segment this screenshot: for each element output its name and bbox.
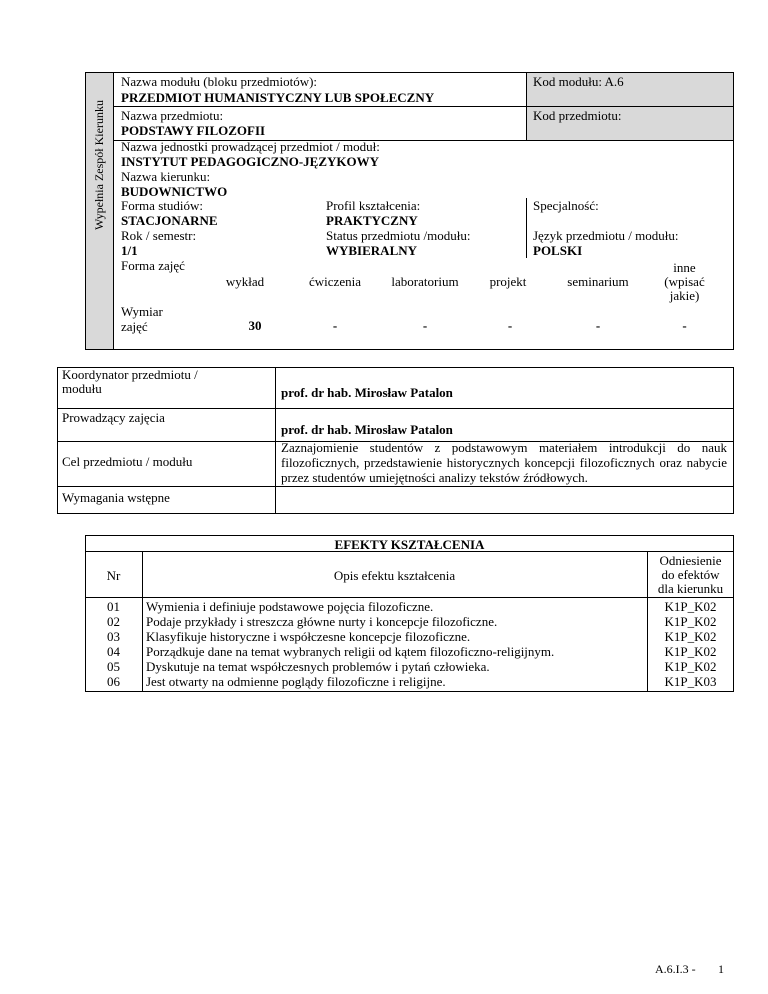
class-type-project: projekt [489,274,527,289]
language-label: Język przedmiotu / modułu: [533,228,679,243]
class-type-other: (wpisać [664,274,705,289]
row-ref: K1P_K02 [664,614,717,629]
class-type-other: inne [673,260,696,275]
col-ref-header: Odniesienie [659,553,722,568]
row-nr: 06 [107,674,120,689]
hours-project: - [507,318,513,333]
requirements-label: Wymagania wstępne [62,490,170,505]
subject-name: PODSTAWY FILOZOFII [121,123,266,138]
side-label: Wypełnia Zespół Kierunku [92,100,106,230]
field: BUDOWNICTWO [121,184,228,199]
row-ref: K1P_K03 [664,674,717,689]
row-ref: K1P_K02 [664,599,717,614]
hours-lecture: 30 [248,318,262,333]
class-type-seminar: seminarium [567,274,629,289]
row-nr: 03 [107,629,120,644]
module-name: PRZEDMIOT HUMANISTYCZNY LUB SPOŁECZNY [121,90,435,105]
subject-code: Kod przedmiotu: [533,108,622,123]
profile-label: Profil kształcenia: [326,198,421,213]
year: 1/1 [121,243,138,258]
row-nr: 02 [107,614,120,629]
row-nr: 01 [107,599,120,614]
row-ref: K1P_K02 [664,629,717,644]
goal-label: Cel przedmiotu / modułu [62,454,193,469]
status: WYBIERALNY [326,243,418,258]
hours-label: zajęć [121,319,148,334]
col-ref-header: dla kierunku [657,581,724,596]
hours-label: Wymiar [121,304,163,319]
row-nr: 05 [107,659,120,674]
class-type-lecture: wykład [225,274,265,289]
status-label: Status przedmiotu /modułu: [326,228,471,243]
row-ref: K1P_K02 [664,659,717,674]
coordinator-label: Koordynator przedmiotu / [62,367,198,382]
unit-label: Nazwa jednostki prowadzącej przedmiot / moduł: [121,139,380,154]
field-label: Nazwa kierunku: [121,169,211,184]
classes-form-label: Forma zajęć [121,258,185,273]
study-form-label: Forma studiów: [121,198,203,213]
unit: INSTYTUT PEDAGOGICZNO-JĘZYKOWY [121,154,379,169]
module-code: Kod modułu: A.6 [533,74,624,89]
footer-code: A.6.I.3 - [655,962,696,976]
row-desc: Klasyfikuje historyczne i współczesne koncepcje filozoficzne. [146,629,471,644]
hours-laboratory: - [422,318,428,333]
specialty-label: Specjalność: [533,198,599,213]
goal: Zaznajomienie studentów z podstawowym materiałem introdukcji do nauk filozoficznych, przedstawienie historycznych koncepcji filozoficznych oraz nabycie przez studentów umiejętności analizy tekstów źródłowych. [281,440,727,485]
profile: PRAKTYCZNY [326,213,418,228]
coordinator-label: modułu [62,381,102,396]
col-desc-header: Opis efektu kształcenia [333,568,456,583]
lecturer-label: Prowadzący zajęcia [62,410,165,425]
year-label: Rok / semestr: [121,228,197,243]
row-desc: Dyskutuje na temat współczesnych problemów i pytań człowieka. [146,659,490,674]
hours-exercises: - [332,318,338,333]
language: POLSKI [533,243,583,258]
row-desc: Jest otwarty na odmienne poglądy filozoficzne i religijne. [146,674,446,689]
class-type-exercises: ćwiczenia [309,274,361,289]
row-ref: K1P_K02 [664,644,717,659]
hours-other: - [682,318,687,333]
module-name-label: Nazwa modułu (bloku przedmiotów): [121,74,318,89]
hours-seminar: - [595,318,601,333]
lecturer: prof. dr hab. Mirosław Patalon [281,422,453,437]
row-desc: Podaje przykłady i streszcza główne nurty i koncepcje filozoficzne. [146,614,498,629]
study-form: STACJONARNE [121,213,218,228]
row-desc: Porządkuje dane na temat wybranych religii od kątem filozoficzno-religijnym. [146,644,555,659]
coordinator: prof. dr hab. Mirosław Patalon [281,385,453,400]
page-number: 1 [718,962,724,976]
effects-title: EFEKTY KSZTAŁCENIA [334,537,485,552]
class-type-other: jakie) [669,288,700,303]
row-nr: 04 [107,644,120,659]
col-ref-header: do efektów [661,567,720,582]
subject-name-label: Nazwa przedmiotu: [121,108,224,123]
row-desc: Wymienia i definiuje podstawowe pojęcia filozoficzne. [146,599,434,614]
col-nr-header: Nr [106,568,121,583]
class-type-laboratory: laboratorium [391,274,459,289]
